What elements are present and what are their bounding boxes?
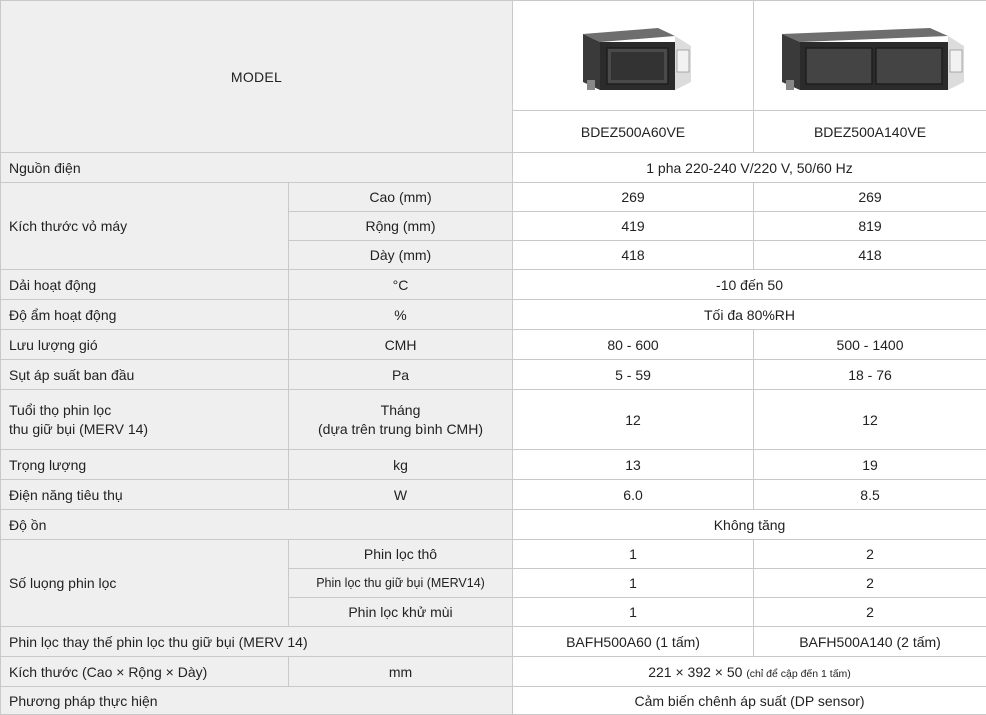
power-consumption-a: 6.0 — [513, 480, 754, 510]
deodor-filter-unit: Phin lọc khử mùi — [289, 598, 513, 627]
dust-filter-b: 2 — [754, 569, 986, 598]
height-unit: Cao (mm) — [289, 183, 513, 212]
filter-size-note: (chỉ để cập đến 1 tấm) — [746, 667, 851, 680]
pressure-label: Sụt áp suất ban đầu — [1, 360, 289, 390]
filter-life-unit-line1: Tháng — [380, 401, 421, 418]
filter-life-a: 12 — [513, 390, 754, 450]
replacement-a: BAFH500A60 (1 tấm) — [513, 627, 754, 657]
humidity-label: Độ ẩm hoạt động — [1, 300, 289, 330]
noise-label: Độ ồn — [1, 510, 513, 540]
op-range-unit: °C — [289, 270, 513, 300]
depth-b: 418 — [754, 241, 986, 270]
airflow-b: 500 - 1400 — [754, 330, 986, 360]
product-image-b — [754, 1, 986, 111]
filter-count-label: Số luọng phin lọc — [1, 540, 289, 627]
noise-value: Không tăng — [513, 510, 986, 540]
pressure-b: 18 - 76 — [754, 360, 986, 390]
filter-life-unit-line2: (dựa trên trung bình CMH) — [318, 420, 483, 437]
coarse-filter-b: 2 — [754, 540, 986, 569]
filter-life-unit — [289, 390, 513, 450]
replacement-b: BAFH500A140 (2 tấm) — [754, 627, 986, 657]
filter-size-label: Kích thước (Cao × Rộng × Dày) — [1, 657, 289, 687]
method-label: Phương pháp thực hiện — [1, 687, 513, 715]
humidity-unit: % — [289, 300, 513, 330]
weight-a: 13 — [513, 450, 754, 480]
power-label: Nguồn điện — [1, 153, 513, 183]
depth-a: 418 — [513, 241, 754, 270]
height-a: 269 — [513, 183, 754, 212]
method-value: Cảm biến chênh áp suất (DP sensor) — [513, 687, 986, 715]
deodor-filter-b: 2 — [754, 598, 986, 627]
model-header-cell — [1, 1, 513, 153]
airflow-a: 80 - 600 — [513, 330, 754, 360]
height-b: 269 — [754, 183, 986, 212]
model-name-b: BDEZ500A140VE — [754, 111, 986, 153]
product-image-a — [513, 1, 754, 111]
pressure-a: 5 - 59 — [513, 360, 754, 390]
weight-unit: kg — [289, 450, 513, 480]
filter-life-label-line2: thu giữ bụi (MERV 14) — [9, 420, 149, 437]
filter-life-label — [1, 390, 289, 450]
filter-size-value: 221 × 392 × 50 — [648, 663, 743, 680]
dust-filter-unit: Phin lọc thu giữ bụi (MERV14) — [289, 569, 513, 598]
dimensions-label: Kích thước vỏ máy — [1, 183, 289, 270]
airflow-unit: CMH — [289, 330, 513, 360]
op-range-value: -10 đến 50 — [513, 270, 986, 300]
op-range-label: Dải hoạt động — [1, 270, 289, 300]
power-consumption-b: 8.5 — [754, 480, 986, 510]
weight-b: 19 — [754, 450, 986, 480]
replacement-label: Phin lọc thay thế phin lọc thu giữ bụi (MERV 14) — [1, 627, 513, 657]
coarse-filter-unit: Phin lọc thô — [289, 540, 513, 569]
humidity-value: Tối đa 80%RH — [513, 300, 986, 330]
model-label: MODEL — [230, 68, 283, 85]
ventilation-unit-small-image — [563, 16, 703, 96]
power-consumption-unit: W — [289, 480, 513, 510]
coarse-filter-a: 1 — [513, 540, 754, 569]
filter-life-label-line1: Tuổi thọ phin lọc — [9, 401, 112, 418]
deodor-filter-a: 1 — [513, 598, 754, 627]
filter-size-value-cell — [513, 657, 986, 687]
width-b: 819 — [754, 212, 986, 241]
width-a: 419 — [513, 212, 754, 241]
filter-life-b: 12 — [754, 390, 986, 450]
weight-label: Trọng lượng — [1, 450, 289, 480]
dust-filter-a: 1 — [513, 569, 754, 598]
depth-unit: Dày (mm) — [289, 241, 513, 270]
airflow-label: Lưu lượng gió — [1, 330, 289, 360]
filter-size-unit: mm — [289, 657, 513, 687]
ventilation-unit-large-image — [770, 16, 970, 96]
model-name-a: BDEZ500A60VE — [513, 111, 754, 153]
power-value: 1 pha 220-240 V/220 V, 50/60 Hz — [513, 153, 986, 183]
pressure-unit: Pa — [289, 360, 513, 390]
width-unit: Rộng (mm) — [289, 212, 513, 241]
power-consumption-label: Điện năng tiêu thụ — [1, 480, 289, 510]
